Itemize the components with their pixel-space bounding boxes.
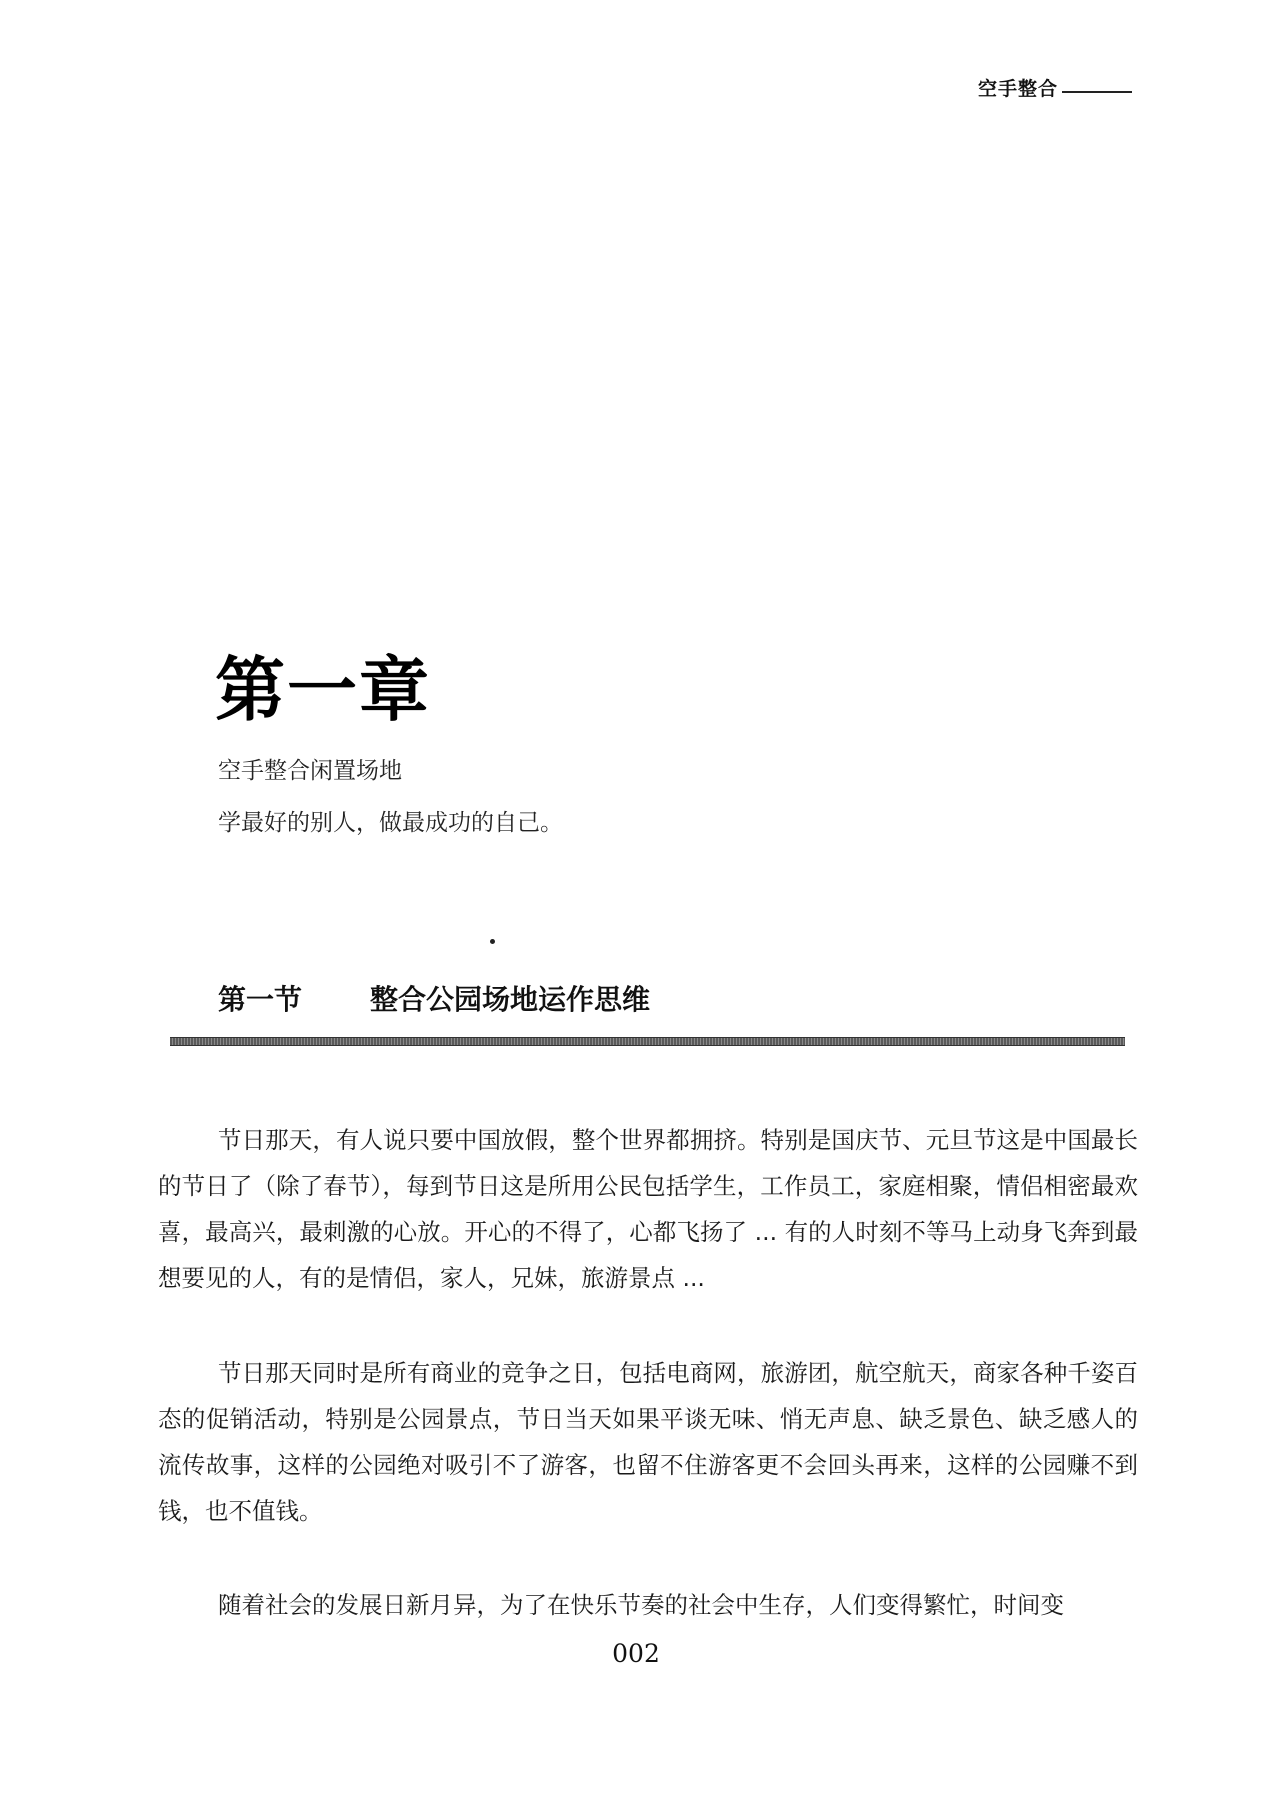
page-number: 002 (612, 1639, 660, 1668)
body-paragraph: 节日那天同时是所有商业的竞争之日，包括电商网，旅游团，航空航天，商家各种千姿百态的促销活动，特别是公园景点，节日当天如果平谈无味、悄无声息、缺乏景色、缺乏感人的流传故事，这样的公园绝对吸引不了游客，也留不住游客更不会回头再来，这样的公园赚不到钱，也不值钱。 (158, 1359, 1138, 1525)
body-paragraph: 节日那天，有人说只要中国放假，整个世界都拥挤。特别是国庆节、元旦节这是中国最长的节日了（除了春节），每到节日这是所用公民包括学生，工作员工，家庭相聚，情侣相密最欢喜，最高兴，最刺激的心放。开心的不得了，心都飞扬了 ... 有的人时刻不等马上动身飞奔到最想要见的人，有的是情侣，家人，兄妹，旅游景点 ... (158, 1126, 1138, 1292)
chapter-motto: 学最好的别人，做最成功的自己。 (218, 810, 563, 836)
chapter-subtitle: 空手整合闲置场地 (218, 758, 402, 784)
section-title: 整合公园场地运作思维 (370, 983, 651, 1016)
section-heading (218, 983, 651, 1016)
running-header-text: 空手整合 (977, 78, 1058, 100)
scan-speck (490, 939, 495, 944)
chapter-title: 第一章 (215, 649, 431, 731)
section-number: 第一节 (218, 983, 303, 1016)
running-header-rule (1062, 91, 1132, 93)
running-header (978, 74, 1132, 101)
body-paragraph: 随着社会的发展日新月异，为了在快乐节奏的社会中生存，人们变得繁忙，时间变 (218, 1591, 1064, 1619)
section-rule (170, 1037, 1125, 1046)
